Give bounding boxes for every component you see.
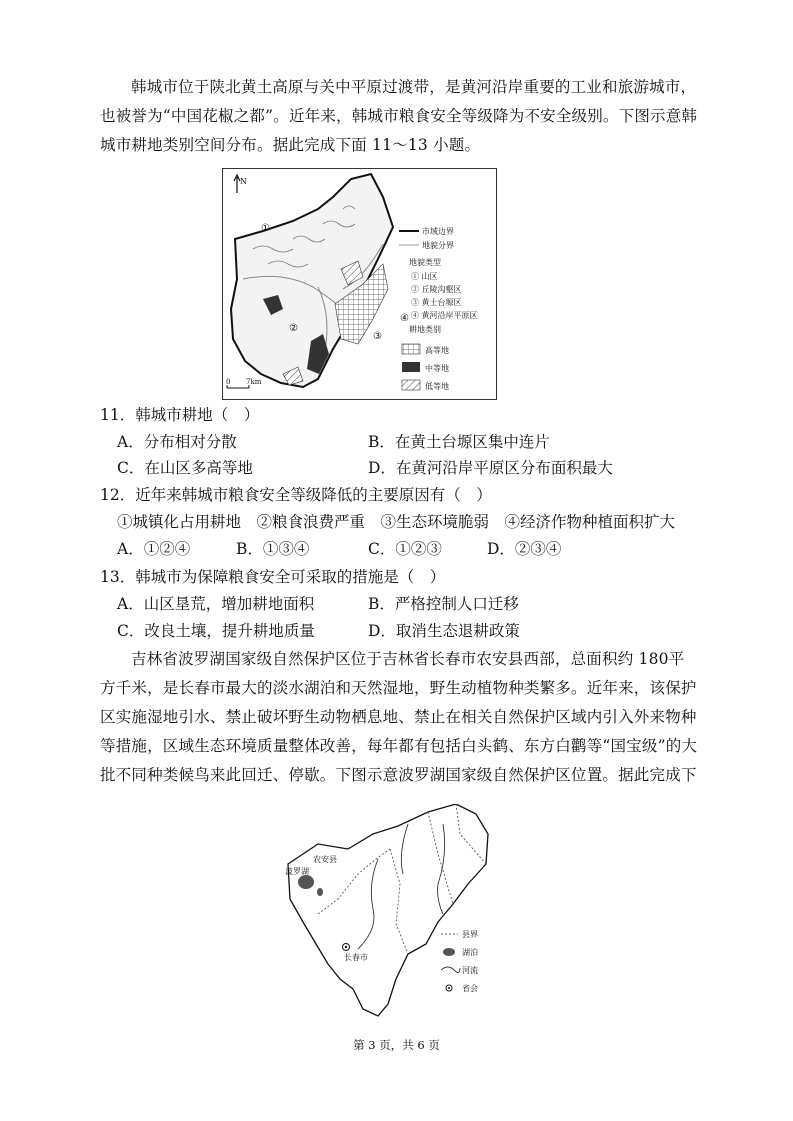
legend-landform-boundary: 地貌分界 xyxy=(422,241,454,250)
high-grade-swatch xyxy=(402,344,420,354)
mid-grade-swatch xyxy=(402,362,420,372)
boluo-map-legend xyxy=(441,930,478,993)
boluo-lake-location-map xyxy=(278,804,518,1018)
legend-landform-1: ① 山区 xyxy=(411,272,438,281)
north-label: N xyxy=(240,177,247,186)
county-label: 农安县 xyxy=(313,855,337,864)
legend-landform-3: ③ 黄土台塬区 xyxy=(411,298,462,307)
hancheng-map-svg xyxy=(223,169,496,399)
q11-option-b[interactable]: B．在黄土台塬区集中连片 xyxy=(368,433,550,451)
capital-label: 长春市 xyxy=(344,953,368,962)
legend-city-boundary: 市域边界 xyxy=(422,227,454,236)
boluo-lake-icon xyxy=(298,875,314,889)
intro-paragraph-2: 吉林省波罗湖国家级自然保护区位于吉林省长春市农安县西部，总面积约 180平方千米，是长春市最大的淡水湖泊和天然湿地，野生动植物种类繁多。近年来，该保护区实施湿地引水、禁止破坏野生动物栖息地、禁止在相关自然保护区域内引入外来物种等措施，区域生态环境质量整体改善，每年都有包括白头鹤、东方白鹳等“国宝级”的大批不同种类候鸟来此回迁、停歇。下图示意波罗湖国家级自然保护区位置。据此完成下 xyxy=(100,650,698,784)
capital-legend-dot xyxy=(448,987,450,989)
capital-marker-dot xyxy=(345,946,347,948)
q11-option-a[interactable]: A．分布相对分散 xyxy=(117,433,237,451)
legend-landform-2: ② 丘陵沟壑区 xyxy=(411,285,462,294)
hancheng-farmland-map xyxy=(222,168,497,400)
legend-landform-title: 地貌类型 xyxy=(409,258,441,267)
legend-capital: 省会 xyxy=(462,984,478,993)
q13-option-b[interactable]: B．严格控制人口迁移 xyxy=(368,595,519,613)
q11-option-c[interactable]: C．在山区多高等地 xyxy=(117,459,253,477)
q11-option-d[interactable]: D．在黄河沿岸平原区分布面积最大 xyxy=(368,459,613,477)
intro-paragraph-1: 韩城市位于陕北黄土高原与关中平原过渡带，是黄河沿岸重要的工业和旅游城市，也被誉为“中国花椒之都”。近年来，韩城市粮食安全等级降为不安全级别。下图示意韩城市耕地类别空间分布。据此完成下面 11～13 小题。 xyxy=(100,78,698,154)
changchun-outline xyxy=(288,804,488,1016)
boluo-map-svg xyxy=(278,804,518,1018)
region-label-1: ① xyxy=(261,223,270,234)
q13-option-d[interactable]: D．取消生态退耕政策 xyxy=(368,622,520,640)
region-label-3: ③ xyxy=(373,331,382,342)
legend-lake: 湖泊 xyxy=(462,948,478,957)
low-grade-swatch xyxy=(402,380,420,390)
q13-option-c[interactable]: C．改良土壤，提升耕地质量 xyxy=(117,622,315,640)
q12-option-b[interactable]: B．①③④ xyxy=(236,540,310,558)
q12-statement-items: ①城镇化占用耕地 ②粮食浪费严重 ③生态环境脆弱 ④经济作物种植面积扩大 xyxy=(117,513,676,531)
legend-river: 河流 xyxy=(462,966,478,975)
map-legend xyxy=(399,226,478,391)
scale-zero: 0 xyxy=(226,378,231,386)
legend-landform-4: ④ 黄河沿岸平原区 xyxy=(411,311,478,320)
legend-county-line: 县界 xyxy=(462,930,478,939)
question-13-stem: 13．韩城市为保障粮食安全可采取的措施是（ ） xyxy=(100,568,446,586)
legend-mid: 中等地 xyxy=(425,364,449,373)
small-lake-icon xyxy=(317,888,323,896)
river-legend-icon xyxy=(441,967,460,973)
question-12-stem: 12．近年来韩城市粮食安全等级降低的主要原因有（ ） xyxy=(100,486,492,504)
lake-legend-icon xyxy=(443,948,455,956)
legend-farmland-title: 耕地类别 xyxy=(409,325,441,334)
q12-option-c[interactable]: C．①②③ xyxy=(368,540,442,558)
legend-high: 高等地 xyxy=(425,346,449,355)
scale-label: 7km xyxy=(246,378,262,386)
q12-option-a[interactable]: A．①②④ xyxy=(117,540,191,558)
legend-low: 低等地 xyxy=(425,382,449,391)
q13-option-a[interactable]: A．山区垦荒，增加耕地面积 xyxy=(117,595,315,613)
lake-label: 波罗湖 xyxy=(285,867,309,876)
question-11-stem: 11．韩城市耕地（ ） xyxy=(100,406,260,424)
q12-option-d[interactable]: D．②③④ xyxy=(487,540,562,558)
page-footer: 第 3 页，共 6 页 xyxy=(353,1038,440,1052)
region-label-2: ② xyxy=(289,323,298,334)
region-label-4: ④ xyxy=(400,313,409,324)
